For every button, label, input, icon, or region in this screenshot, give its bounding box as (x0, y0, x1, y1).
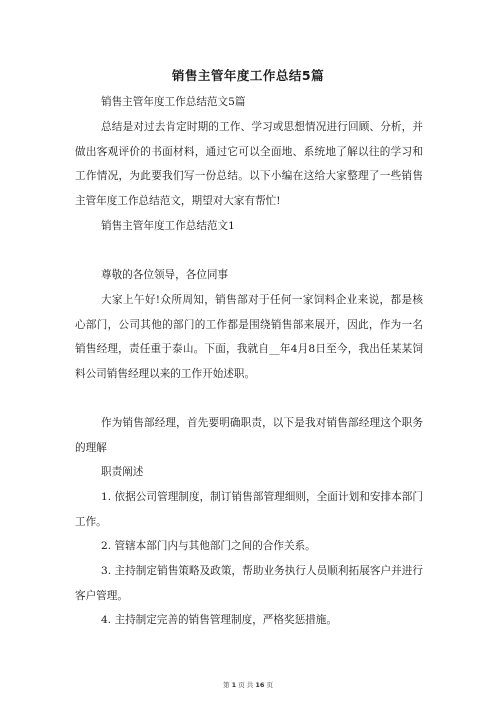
list-item-duty-4: 4. 主持制定完善的销售管理制度，严格奖惩措施。 (101, 614, 337, 626)
list-item-duty-2: 2. 管辖本部门内与其他部门之间的合作关系。 (101, 540, 316, 552)
paragraph-salutation: 尊敬的各位领导，各位同事 (101, 269, 229, 281)
footer-middle: 页 共 (238, 681, 254, 689)
list-item-duty-1: 1. 依据公司管理制度，制订销售部管理细则，全面计划和安排本部门工作。 (75, 491, 423, 528)
paragraph-section-heading: 销售主管年度工作总结范文1 (101, 220, 235, 232)
page-footer (0, 680, 496, 689)
document-title: 销售主管年度工作总结5篇 (171, 68, 325, 83)
paragraph-responsibility-intro: 作为销售部经理，首先要明确职责，以下是我对销售部经理这个职务的理解 (75, 417, 423, 454)
paragraph-opening: 大家上午好!众所周知，销售部对于任何一家饲料企业来说，都是核心部门，公司其他的部门的工作都是围绕销售部来展开，因此，作为一名销售经理，责任重于泰山。下面，我就自__年4月8日至今，我出任某某饲料公司销售经理以来的工作开始述职。 (75, 294, 423, 380)
footer-suffix: 页 (266, 681, 273, 689)
footer-page-number: 1 (231, 681, 237, 689)
footer-total-pages: 16 (255, 681, 265, 689)
footer-prefix: 第 (223, 681, 230, 689)
paragraph-duty-heading: 职责阐述 (101, 466, 144, 478)
paragraph-subtitle: 销售主管年度工作总结范文5篇 (101, 96, 246, 108)
list-item-duty-3: 3. 主持制定销售策略及政策，帮助业务执行人员顺利拓展客户并进行客户管理。 (75, 565, 423, 602)
paragraph-intro: 总结是对过去肯定时期的工作、学习或思想情况进行回顾、分析，并做出客观评价的书面材料，通过它可以全面地、系统地了解以往的学习和工作情况，为此要我们写一份总结。以下小编在这给大家整理了一些销售主管年度工作总结范文，期望对大家有帮忙! (75, 121, 423, 207)
